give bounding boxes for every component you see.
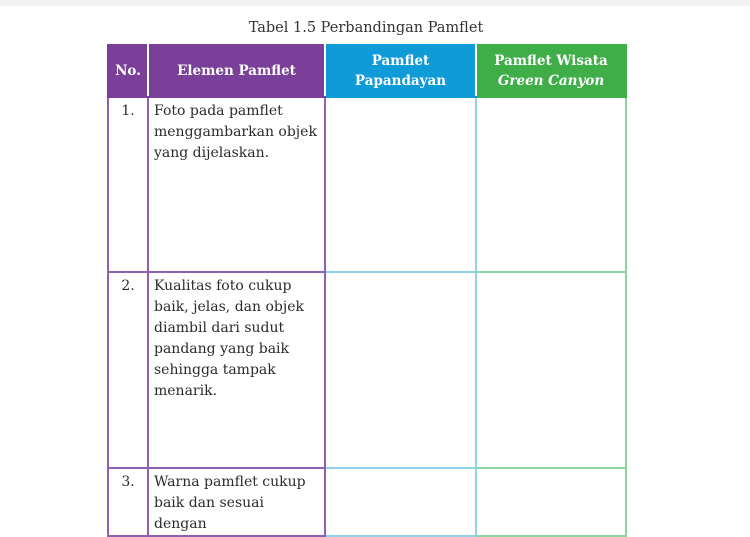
table-row [108,272,626,468]
row-elemen: Kualitas foto cukup baik, jelas, dan objek diambil dari sudut pandang yang baik sehingga tampak menarik. [148,272,325,468]
table-row [108,97,626,272]
table-caption: Tabel 1.5 Perbandingan Pamflet [248,20,484,36]
header-wisata-line2: Green Canyon [497,73,605,89]
header-papandayan-line1: Pamflet [371,53,430,69]
row-elemen: Warna pamflet cukup baik dan sesuai dengan [148,468,325,536]
header-no: No. [108,45,148,97]
header-papandayan-line2: Papandayan [354,73,447,89]
table-header-row [108,45,626,97]
row-papandayan-cell[interactable] [325,468,476,536]
page-top-edge [0,0,750,6]
row-wisata-cell[interactable] [476,272,626,468]
row-wisata-cell[interactable] [476,468,626,536]
header-pamflet-papandayan [325,45,476,97]
header-pamflet-wisata [476,45,626,97]
header-wisata-line1: Pamflet Wisata [494,53,608,69]
row-number: 3. [108,468,148,536]
row-number: 1. [108,97,148,272]
row-elemen: Foto pada pamflet menggambarkan objek yang dijelaskan. [148,97,325,272]
row-wisata-cell[interactable] [476,97,626,272]
row-papandayan-cell[interactable] [325,272,476,468]
comparison-table [107,44,627,537]
table-row [108,468,626,536]
row-papandayan-cell[interactable] [325,97,476,272]
header-elemen-pamflet: Elemen Pamflet [148,45,325,97]
row-number: 2. [108,272,148,468]
